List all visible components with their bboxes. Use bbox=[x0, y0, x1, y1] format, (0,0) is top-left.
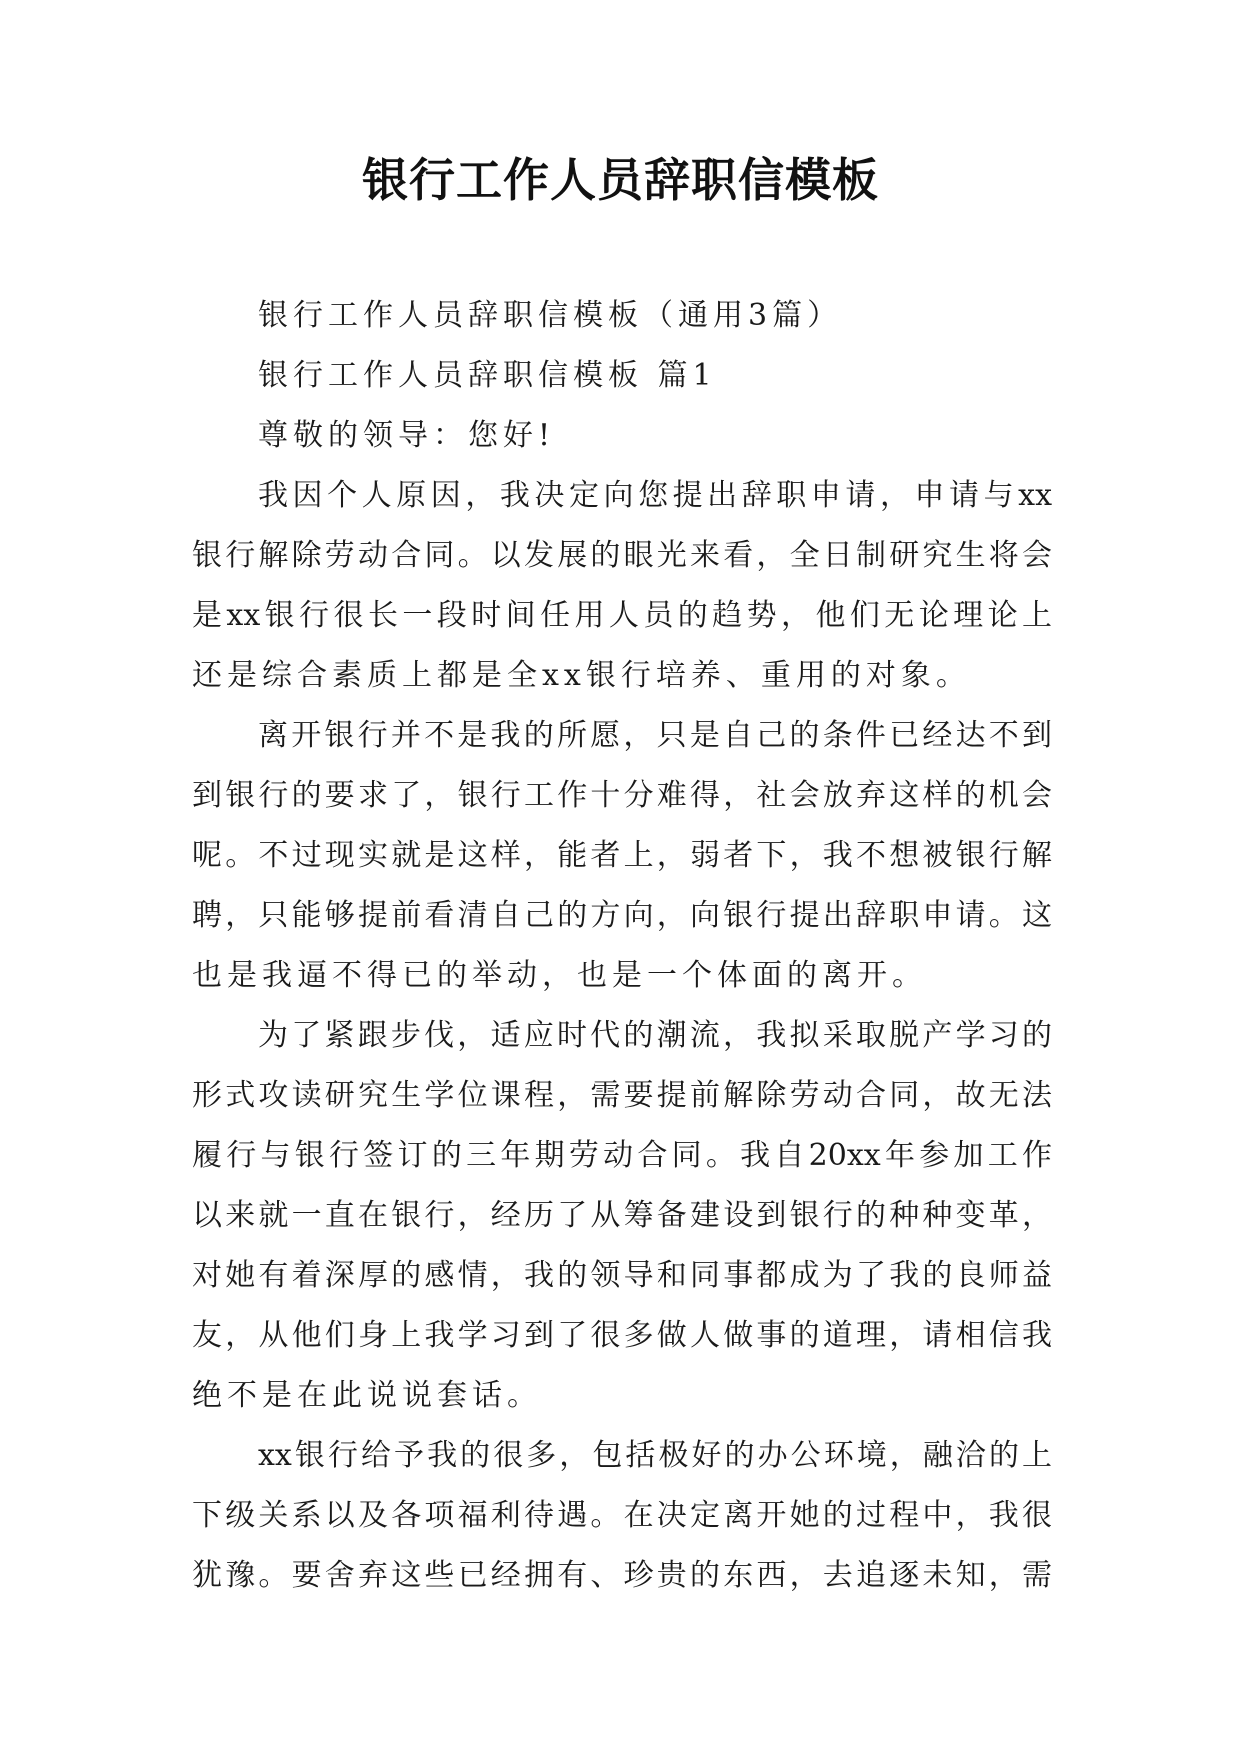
paragraph-line: 对她有着深厚的感情，我的领导和同事都成为了我的良师益 bbox=[192, 1258, 1052, 1293]
document-body bbox=[192, 286, 1052, 1606]
paragraph-line: 形式攻读研究生学位课程，需要提前解除劳动合同，故无法 bbox=[192, 1078, 1052, 1113]
paragraph-line: 也是我逼不得已的举动，也是一个体面的离开。 bbox=[192, 958, 927, 993]
paragraph-line: 为了紧跟步伐，适应时代的潮流，我拟采取脱产学习的 bbox=[258, 1018, 1052, 1053]
paragraph-line: 我因个人原因，我决定向您提出辞职申请，申请与xx bbox=[258, 478, 1052, 513]
salutation: 尊敬的领导：您好! bbox=[258, 418, 556, 453]
paragraph-line: 呢。不过现实就是这样，能者上，弱者下，我不想被银行解 bbox=[192, 838, 1052, 873]
paragraph-line: 绝不是在此说说套话。 bbox=[192, 1378, 542, 1413]
subtitle-line: 银行工作人员辞职信模板（通用3篇） bbox=[258, 298, 843, 333]
section-heading: 银行工作人员辞职信模板 篇1 bbox=[258, 358, 717, 393]
paragraph-line: 银行解除劳动合同。以发展的眼光来看，全日制研究生将会 bbox=[192, 538, 1052, 573]
paragraph-line: 还是综合素质上都是全xx银行培养、重用的对象。 bbox=[192, 658, 971, 693]
document-title: 银行工作人员辞职信模板 bbox=[362, 153, 879, 207]
paragraph-line: xx银行给予我的很多，包括极好的办公环境，融洽的上 bbox=[258, 1438, 1052, 1473]
paragraph-line: 到银行的要求了，银行工作十分难得，社会放弃这样的机会 bbox=[192, 778, 1052, 813]
paragraph-line: 是xx银行很长一段时间任用人员的趋势，他们无论理论上 bbox=[192, 598, 1052, 633]
paragraph-line: 下级关系以及各项福利待遇。在决定离开她的过程中，我很 bbox=[192, 1498, 1052, 1533]
paragraph-line: 以来就一直在银行，经历了从筹备建设到银行的种种变革， bbox=[192, 1198, 1052, 1233]
paragraph-line: 聘，只能够提前看清自己的方向，向银行提出辞职申请。这 bbox=[192, 898, 1052, 933]
paragraph-line: 履行与银行签订的三年期劳动合同。我自20xx年参加工作 bbox=[192, 1138, 1052, 1173]
paragraph-line: 犹豫。要舍弃这些已经拥有、珍贵的东西，去追逐未知，需 bbox=[192, 1558, 1052, 1593]
paragraph-line: 友，从他们身上我学习到了很多做人做事的道理，请相信我 bbox=[192, 1318, 1052, 1353]
paragraph-line: 离开银行并不是我的所愿，只是自己的条件已经达不到 bbox=[258, 718, 1052, 753]
